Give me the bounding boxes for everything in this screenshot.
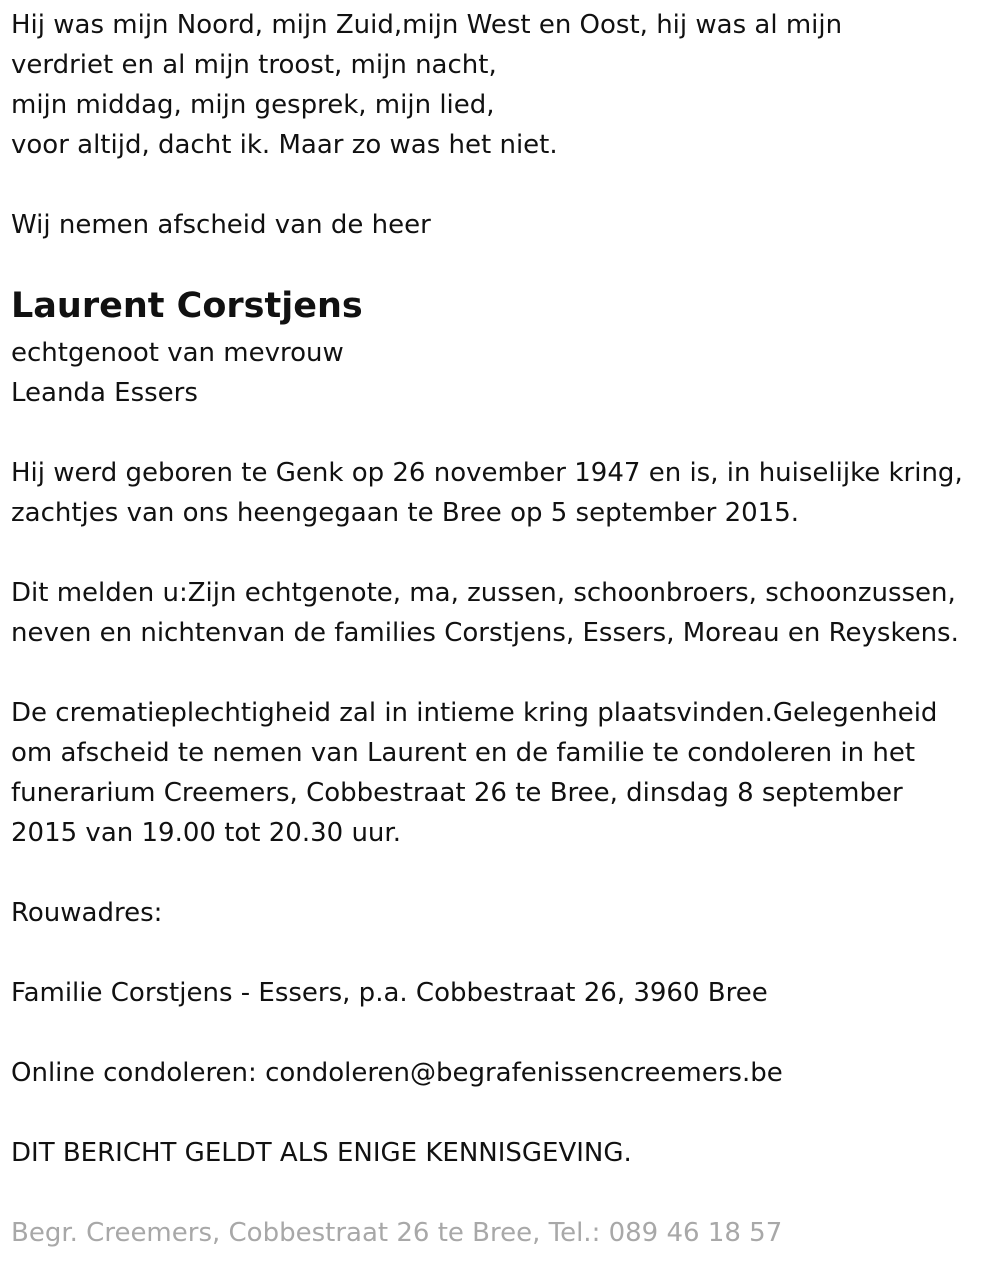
ceremony-line: De crematieplechtigheid zal in intieme kring plaatsvinden.Gelegenheid (11, 698, 938, 728)
poem-line: verdriet en al mijn troost, mijn nacht, (11, 50, 497, 80)
footer-contact: Begr. Creemers, Cobbestraat 26 te Bree, Tel.: 089 46 18 57 (11, 1218, 783, 1248)
birth-death-line: Hij werd geboren te Genk op 26 november 1947 en is, in huiselijke kring, (11, 458, 963, 488)
mourning-address-label: Rouwadres: (11, 898, 163, 928)
deceased-name: Laurent Corstjens (11, 286, 363, 326)
poem-line: Hij was mijn Noord, mijn Zuid,mijn West en Oost, hij was al mijn (11, 10, 843, 40)
spouse-name: Leanda Essers (11, 378, 198, 408)
ceremony-line: funerarium Creemers, Cobbestraat 26 te Bree, dinsdag 8 september (11, 778, 903, 808)
online-condolence-label: Online condoleren: (11, 1058, 266, 1088)
relation-text: echtgenoot van mevrouw (11, 338, 344, 368)
intro-text: Wij nemen afscheid van de heer (11, 210, 431, 240)
announcers-line: Dit melden u:Zijn echtgenote, ma, zussen, schoonbroers, schoonzussen, (11, 578, 956, 608)
condolence-email-link[interactable]: condoleren@begrafenissencreemers.be (265, 1058, 783, 1088)
poem-line: mijn middag, mijn gesprek, mijn lied, (11, 90, 495, 120)
ceremony-line: 2015 van 19.00 tot 20.30 uur. (11, 818, 401, 848)
birth-death-line: zachtjes van ons heengegaan te Bree op 5 september 2015. (11, 498, 799, 528)
poem-line: voor altijd, dacht ik. Maar zo was het niet. (11, 130, 558, 160)
ceremony-line: om afscheid te nemen van Laurent en de familie te condoleren in het (11, 738, 916, 768)
mourning-address: Familie Corstjens - Essers, p.a. Cobbestraat 26, 3960 Bree (11, 978, 768, 1008)
online-condolence (11, 1053, 783, 1093)
notice-text: DIT BERICHT GELDT ALS ENIGE KENNISGEVING. (11, 1138, 632, 1168)
announcers-line: neven en nichtenvan de families Corstjens, Essers, Moreau en Reyskens. (11, 618, 959, 648)
